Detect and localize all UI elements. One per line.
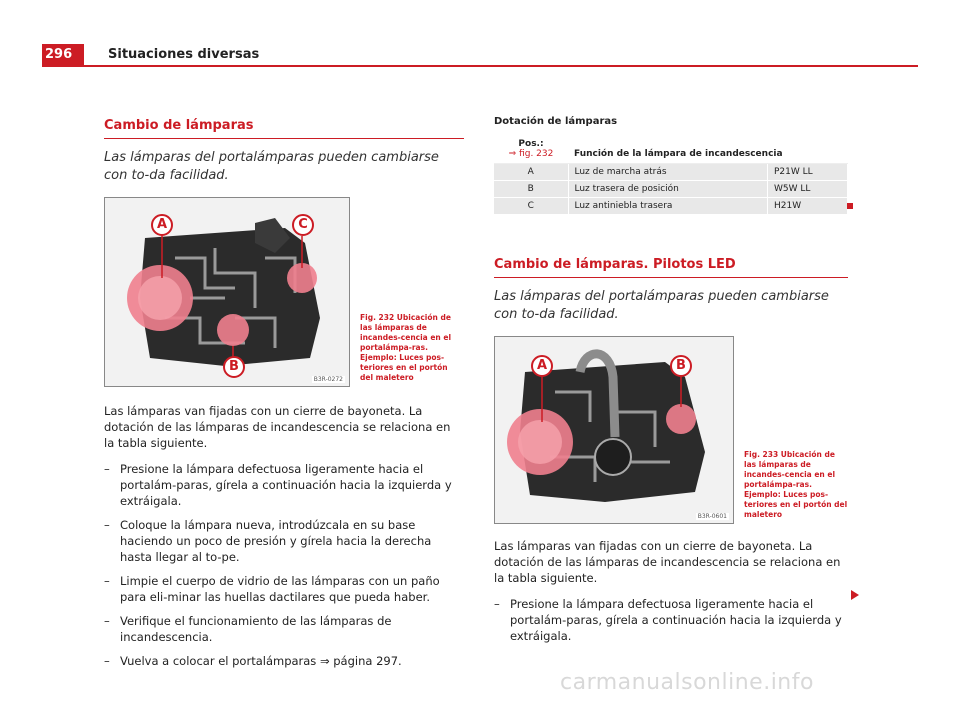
step-text: Coloque la lámpara nueva, introdúzcala en su base haciendo un poco de presión y gírela hacia la derecha hasta llegar al to-pe. [120,518,432,564]
step-text: Limpie el cuerpo de vidrio de las lámparas con un paño para eli-minar las huellas dactilares que pueda haber. [120,574,440,604]
figure-233 [494,336,848,524]
step-item: – Coloque la lámpara nueva, introdúzcala en su base haciendo un poco de presión y gírela hacia la derecha hasta llegar al to-pe. [104,518,432,564]
figure-code: B3R-0272 [313,376,343,383]
continue-arrow-icon [851,590,859,600]
cell-lamp: W5W LL [768,181,848,198]
table-header-row [494,135,848,164]
section-title: Cambio de lámparas [104,118,464,139]
figure-caption: Fig. 232 Ubicación de las lámparas de incandes-cencia en el portalámpa-ras. Ejemplo: Luces pos-teriores en el portón del maletero [360,313,452,382]
callout-b: B [223,356,245,378]
page-number: 296 [42,44,84,66]
watermark: carmanualsonline.info [560,670,814,695]
callout-a: A [151,214,173,236]
cell-function: Luz antiniebla trasera [568,198,768,215]
step-text: Verifique el funcionamiento de las lámparas de incandescencia. [120,614,392,644]
left-column [104,118,464,669]
end-of-section-mark [847,203,853,209]
header-rule [42,65,918,67]
lamp-holder-image [104,197,350,387]
step-item: – Verifique el funcionamiento de las lámparas de incandescencia. [104,614,392,644]
cell-pos: B [494,181,568,198]
callout-a: A [531,355,553,377]
page-header [42,44,918,68]
figure-232 [104,197,464,387]
cell-lamp: P21W LL [768,164,848,181]
step-text: Vuelva a colocar el portalámparas ⇒ página 297. [120,654,402,668]
table-row [494,198,848,215]
intro-paragraph: Las lámparas van fijadas con un cierre de bayoneta. La dotación de las lámparas de incandescencia se relaciona en la tabla siguiente. [494,539,841,585]
intro-paragraph: Las lámparas van fijadas con un cierre de bayoneta. La dotación de las lámparas de incandescencia se relaciona en la tabla siguiente. [104,404,451,450]
table-title: Dotación de lámparas [494,116,618,127]
cell-function: Luz de marcha atrás [568,164,768,181]
led-holder-image [494,336,734,524]
section-lead: Las lámparas del portalámparas pueden cambiarse con to-da facilidad. [494,289,829,322]
step-text: Presione la lámpara defectuosa ligeramente hacia el portalám-paras, gírela a continuación hacia la izquierda y extráigala. [120,462,452,508]
right-column [494,116,848,644]
figure-code: B3R-0601 [697,513,727,520]
callout-b: B [670,355,692,377]
step-item: – Limpie el cuerpo de vidrio de las lámparas con un paño para eli-minar las huellas dactilares que pueda haber. [104,574,440,604]
cell-function: Luz trasera de posición [568,181,768,198]
lamp-table [494,135,848,215]
section-title: Cambio de lámparas. Pilotos LED [494,257,848,278]
step-text: Presione la lámpara defectuosa ligeramente hacia el portalám-paras, gírela a continuación hacia la izquierda y extráigala. [510,597,842,643]
cell-pos: A [494,164,568,181]
cell-lamp: H21W [768,198,848,215]
header-title: Situaciones diversas [108,47,260,62]
cell-pos: C [494,198,568,215]
step-item: – Presione la lámpara defectuosa ligeramente hacia el portalám-paras, gírela a continuación hacia la izquierda y extráigala. [494,597,842,643]
callout-c: C [292,214,314,236]
header-pos-label: Pos.: [518,139,544,149]
table-row [494,164,848,181]
step-item: – Presione la lámpara defectuosa ligeramente hacia el portalám-paras, gírela a continuación hacia la izquierda y extráigala. [104,462,452,508]
figure-caption: Fig. 233 Ubicación de las lámparas de incandes-cencia en el portalámpa-ras. Ejemplo: Luces pos-teriores en el portón del maletero [744,450,848,519]
figure-link[interactable]: ⇒ fig. 232 [508,149,554,159]
table-header-pos [494,135,568,164]
step-item: – Vuelva a colocar el portalámparas ⇒ página 297. [104,654,402,668]
table-header-function: Función de la lámpara de incandescencia [568,135,848,164]
section-lead: Las lámparas del portalámparas pueden cambiarse con to-da facilidad. [104,150,439,183]
table-row [494,181,848,198]
